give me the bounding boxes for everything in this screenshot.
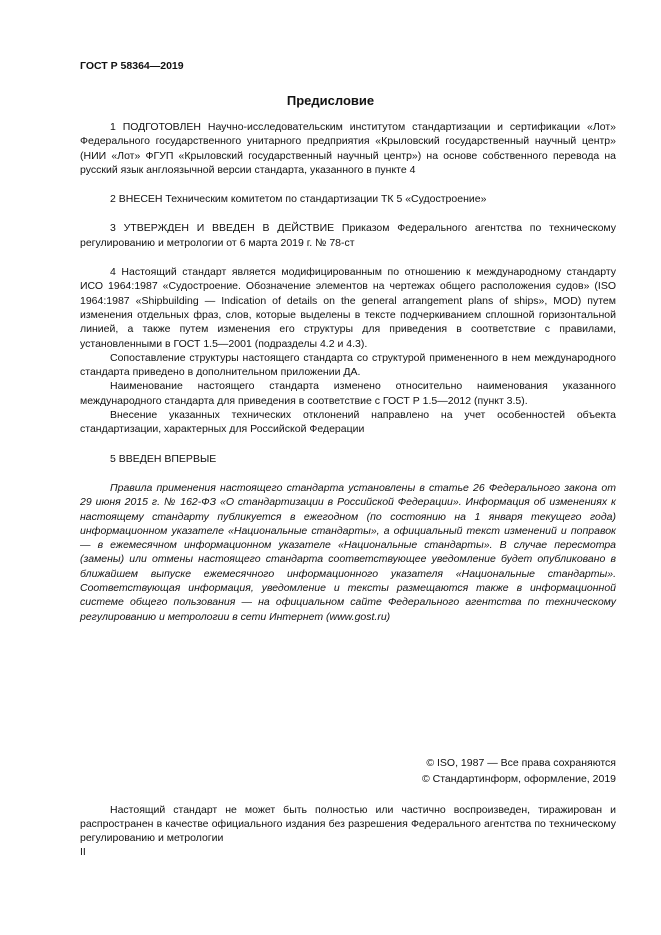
page-title: Предисловие [286, 93, 375, 108]
copyright-iso: © ISO, 1987 — Все права сохраняются [426, 757, 616, 769]
page-number: II [80, 846, 86, 858]
footer-notice [80, 803, 616, 845]
paragraph-5: 5 ВВЕДЕН ВПЕРВЫЕ [110, 452, 217, 465]
rules-paragraph: Правила применения настоящего стандарта установлены в статье 26 Федерального закона от 29 июня 2015 г. № 162-ФЗ «О стандартизации в Российской Федерации». Информация об изменениях к настоящему стандарту публикуется в ежегодном (по состоянию на 1 января текущего года) информационном указателе «Национальные стандарты», а официальный текст изменений и поправок — в ежемесячном информационном указателе «Национальные стандарты». В случае пересмотра (замены) или отмены настоящего стандарта соответствующее уведомление будет опубликовано в ближайшем выпуске ежемесячного информационного указателя «Национальные стандарты». Соответствующая информация, уведомление и тексты размещаются также в информационной системе общего пользования — на официальном сайте Федерального агентства по техническому регулированию и метрологии в сети Интернет (www.gost.ru) [80, 482, 616, 623]
standard-header: ГОСТ Р 58364—2019 [80, 60, 184, 72]
paragraph-3: 3 УТВЕРЖДЕН И ВВЕДЕН В ДЕЙСТВИЕ Приказом Федерального агентства по техническому регулированию и метрологии от 6 марта 2019 г. № 78-ст [80, 222, 616, 249]
paragraph-4c: Наименование настоящего стандарта изменено относительно наименования указанного международного стандарта для приведения в соответствие с ГОСТ Р 1.5—2012 (пункт 3.5). [80, 380, 616, 407]
copyright-standartinform: © Стандартинформ, оформление, 2019 [421, 773, 616, 785]
footer-paragraph: Настоящий стандарт не может быть полностью или частично воспроизведен, тиражирован и распространен в качестве официального издания без разрешения Федерального агентства по техническому регулированию и метрологии [80, 804, 616, 844]
foreword-body [80, 120, 616, 466]
paragraph-4d: Внесение указанных технических отклонений направлено на учет особенностей объекта стандартизации, характерных для Российской Федерации [80, 409, 616, 436]
paragraph-4b: Сопоставление структуры настоящего стандарта со структурой примененного в нем международного стандарта приведено в дополнительном приложении ДА. [80, 351, 616, 379]
paragraph-1: 1 ПОДГОТОВЛЕН Научно-исследовательским институтом стандартизации и сертификации «Лот» Федерального государственного унитарного предприятия «Крыловский государственный научный центр» (НИИ «Лот» ФГУП «Крыловский государственный научный центр») на основе собственного перевода на русский язык англоязычной версии стандарта, указанного в пункте 4 [80, 121, 616, 176]
copyright-block [422, 755, 616, 787]
paragraph-2: 2 ВНЕСЕН Техническим комитетом по стандартизации ТК 5 «Судостроение» [110, 193, 487, 206]
paragraph-4: 4 Настоящий стандарт является модифицированным по отношению к международному стандарту ИСО 1964:1987 «Судостроение. Обозначение элементов на чертежах общего расположения судов» (ISO 1964:1987 «Shipbuilding — Indication of details on the general arrangement plans of ships», MOD) путем изменения отдельных фраз, слов, которые выделены в тексте подчеркиванием сплошной горизонтальной линией, а также путем изменения его структуры для приведения в соответствие с правилами, установленными в ГОСТ 1.5—2001 (подразделы 4.2 и 4.3). [80, 266, 616, 350]
rules-block [80, 481, 616, 624]
